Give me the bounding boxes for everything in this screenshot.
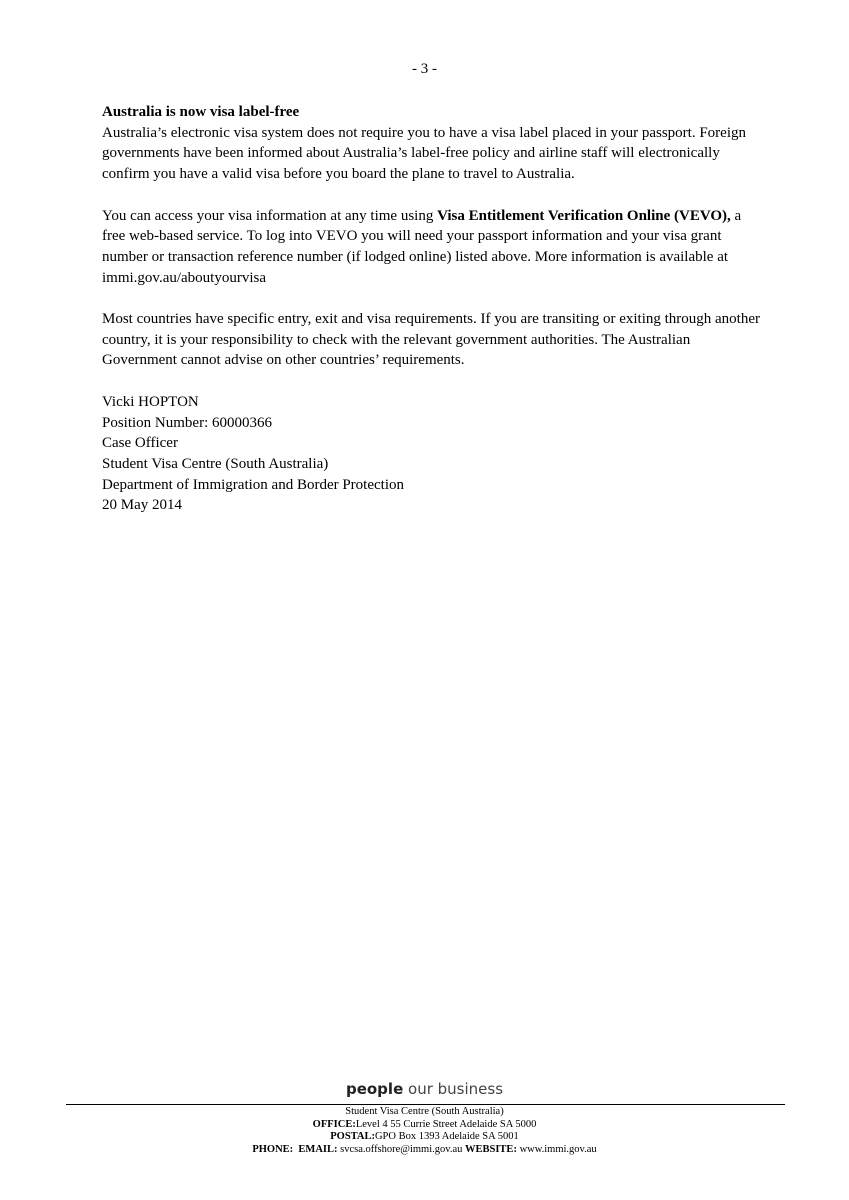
section-paragraph-2: [102, 206, 762, 289]
postal-address: GPO Box 1393 Adelaide SA 5001: [374, 1131, 519, 1143]
website-label: WEBSITE:: [465, 1143, 517, 1155]
signatory-position-number: Position Number: 60000366: [102, 414, 273, 431]
signatory-centre: Student Visa Centre (South Australia): [102, 455, 329, 472]
section-paragraph-3: Most countries have specific entry, exit and visa requirements. If you are transiting or exiting through another country, it is your responsibility to check with the relevant government authorities. The Australian Government cannot advise on other countries’ requirements.: [102, 311, 761, 369]
footer-contact-line: [0, 1144, 849, 1157]
letter-date: 20 May 2014: [102, 497, 182, 514]
paragraph-visa-label-free: Australia’s electronic visa system does not require you to have a visa label placed in your passport. Foreign governments have been informed about Australia’s label-free policy and airline staff will electronically confirm you have a valid visa before you board the plane to travel to Australia.: [102, 124, 746, 183]
paragraph-vevo-prefix: You can access your visa information at any time using: [102, 207, 438, 224]
vevo-service-name: Visa Entitlement Verification Online (VEVO),: [437, 207, 731, 224]
slogan-people: people: [345, 1080, 404, 1098]
letter-body: [102, 102, 762, 516]
footer-centre-name: Student Visa Centre (South Australia): [345, 1106, 504, 1117]
phone-label: PHONE:: [252, 1143, 294, 1155]
office-label: OFFICE:: [312, 1118, 356, 1130]
signatory-name: Vicki HOPTON: [102, 393, 199, 410]
footer-slogan: [0, 1080, 849, 1098]
page-number: - 3 -: [412, 61, 437, 77]
signatory-department: Department of Immigration and Border Protection: [102, 476, 404, 493]
signature-block: [102, 392, 762, 516]
email-label: EMAIL:: [298, 1143, 338, 1155]
signatory-title: Case Officer: [102, 435, 178, 452]
office-address: Level 4 55 Currie Street Adelaide SA 5000: [355, 1118, 537, 1130]
footer-contact: [0, 1106, 849, 1156]
email-link[interactable]: svcsa.offshore@immi.gov.au: [340, 1143, 463, 1155]
footer-office-line: [0, 1119, 849, 1132]
website-link[interactable]: www.immi.gov.au: [519, 1143, 597, 1155]
slogan-our-business: our business: [408, 1080, 504, 1098]
postal-label: POSTAL:: [330, 1131, 375, 1143]
footer-postal-line: [0, 1131, 849, 1144]
section-heading: Australia is now visa label-free: [102, 104, 300, 120]
paragraph-vevo-suffix: a free web-based service. To log into VEVO you will need your passport information and your visa grant number or transaction reference number (if lodged online) listed above. More information is available at immi.gov.au/aboutyourvisa: [102, 207, 742, 286]
footer-divider: [66, 1104, 785, 1105]
section-paragraph-1: [102, 102, 762, 185]
